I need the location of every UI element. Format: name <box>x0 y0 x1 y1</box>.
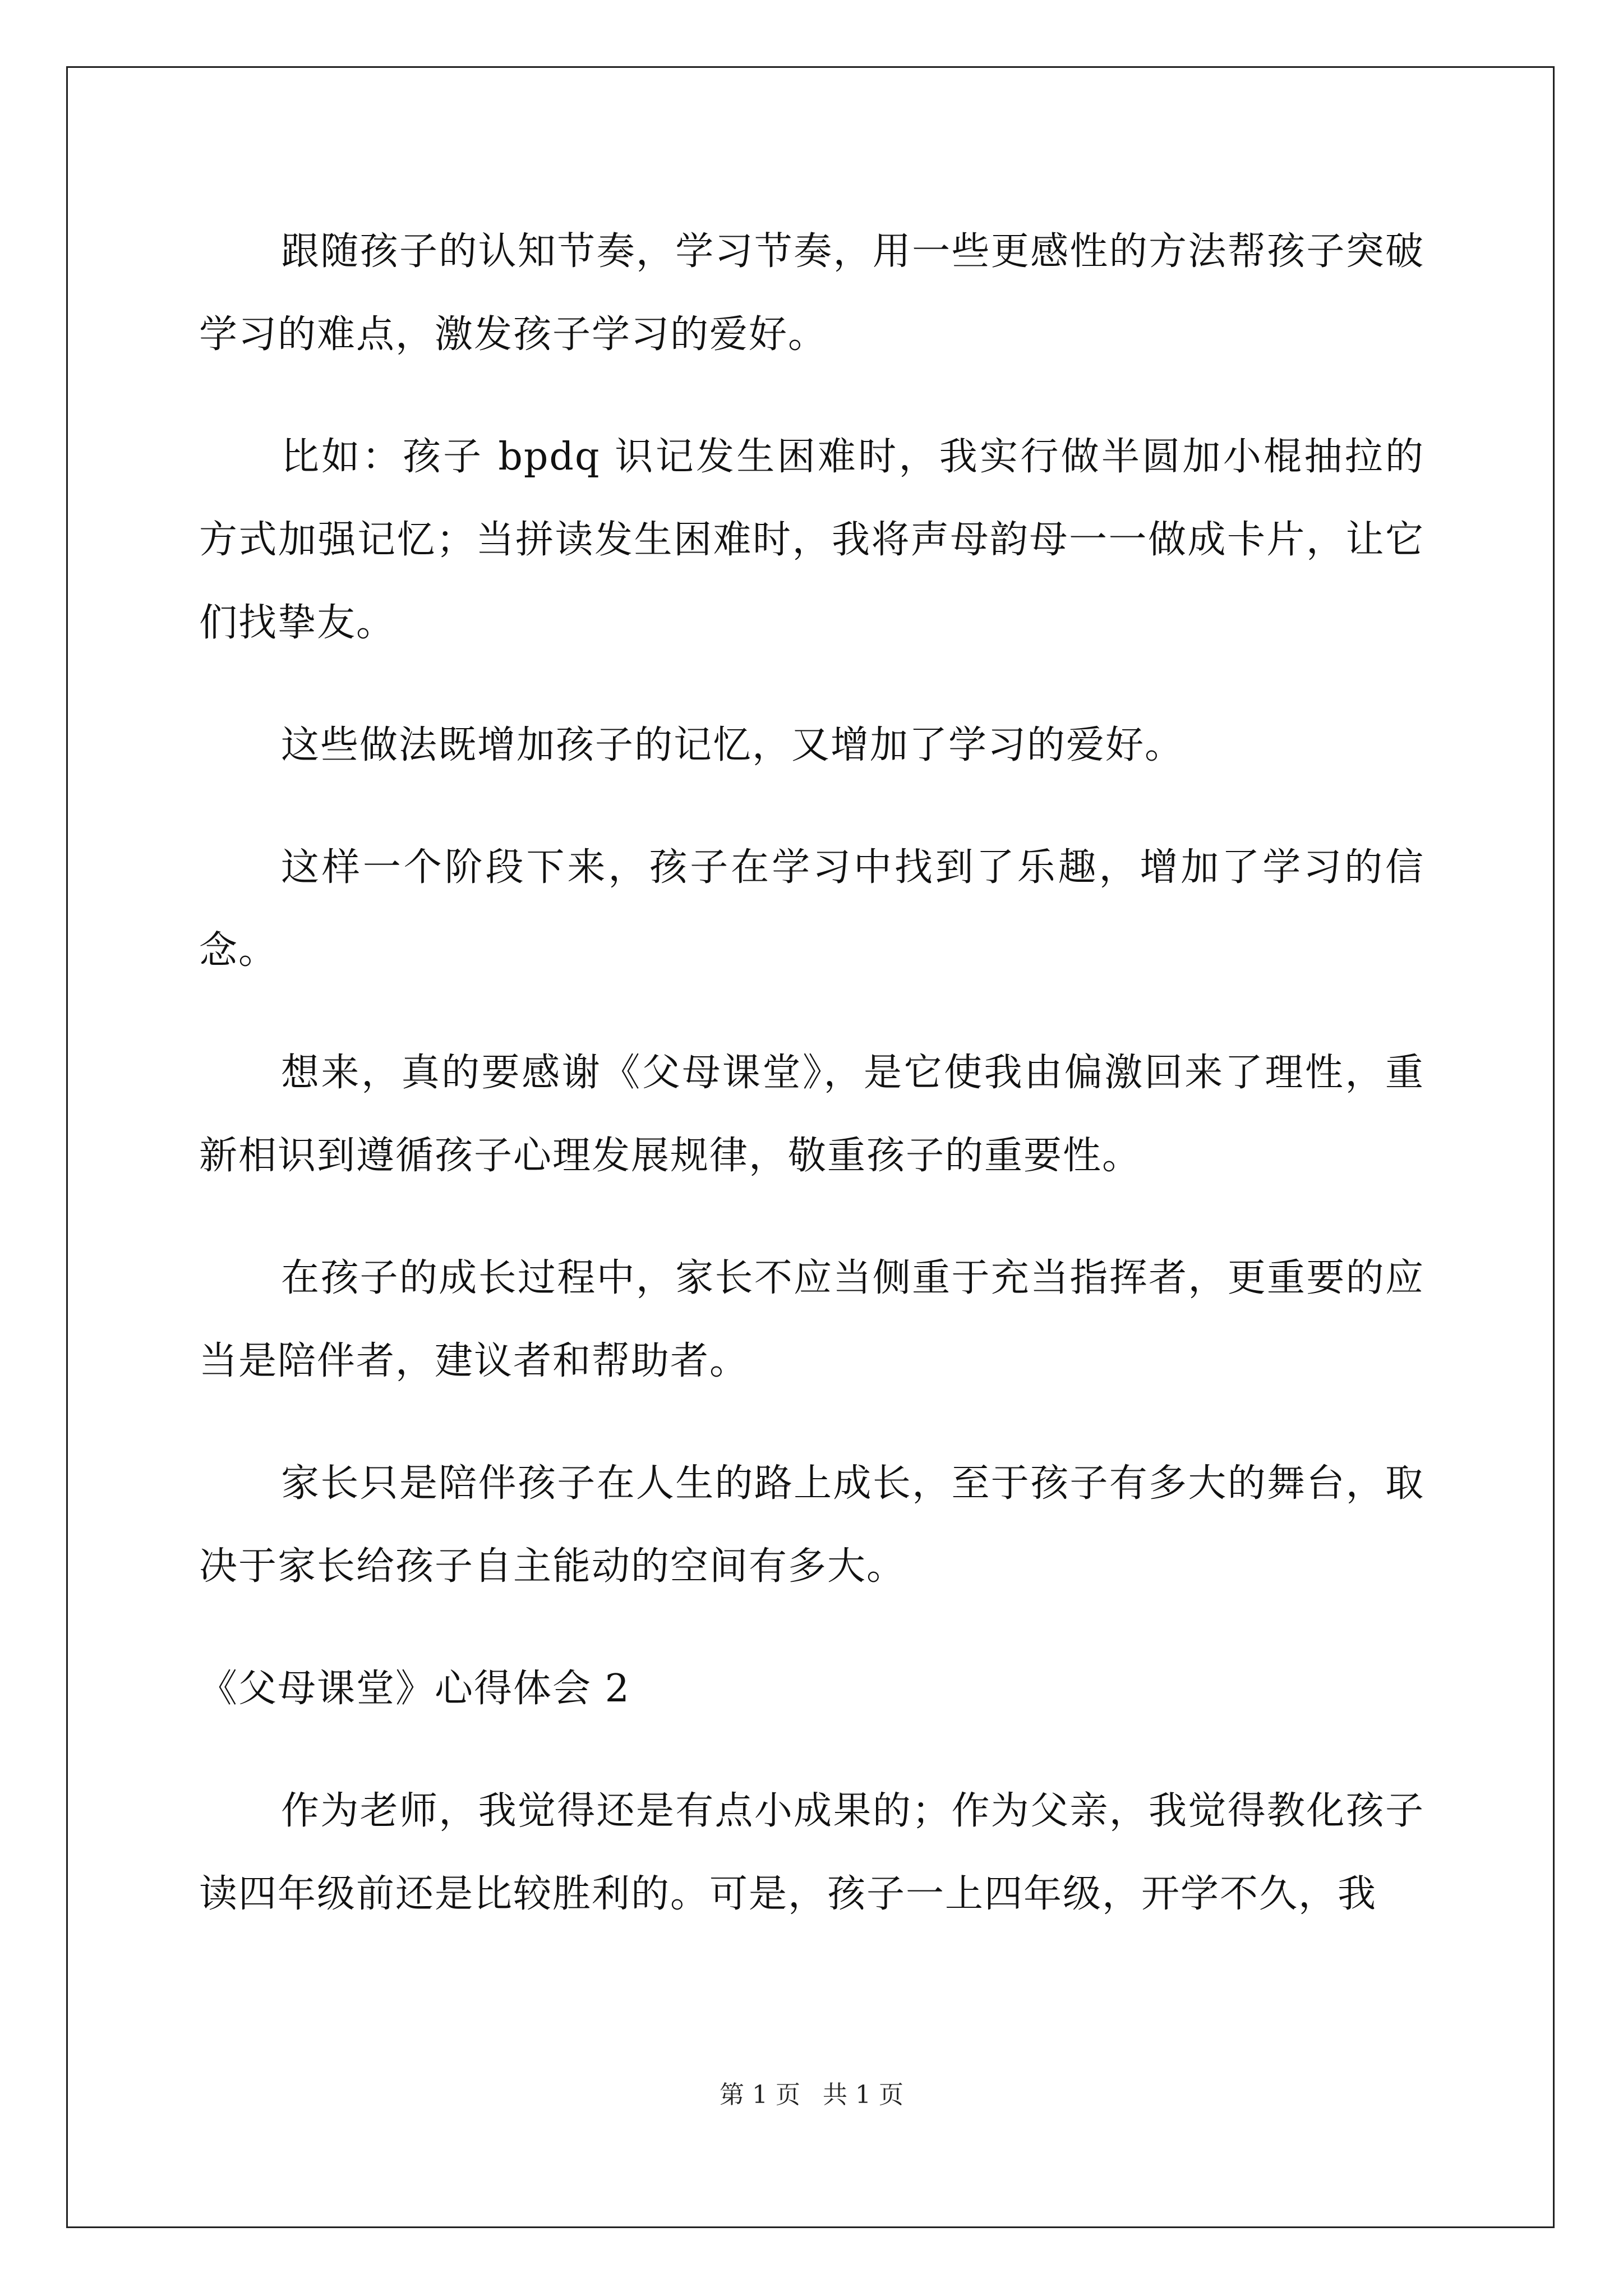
page-number: 第 1 页 <box>720 2081 800 2109</box>
page-total: 共 1 页 <box>823 2081 903 2109</box>
page-footer <box>0 2078 1623 2112</box>
section-title: 《父母课堂》心得体会 2 <box>199 1667 630 1711</box>
paragraph: 这样一个阶段下来，孩子在学习中找到了乐趣，增加了学习的信念。 <box>199 845 1424 973</box>
paragraph: 作为老师，我觉得还是有点小成果的；作为父亲，我觉得教化孩子读四年级前还是比较胜利的。可是，孩子一上四年级，开学不久，我 <box>199 1789 1424 1916</box>
paragraph: 想来，真的要感谢《父母课堂》，是它使我由偏激回来了理性，重新相识到遵循孩子心理发展规律，敬重孩子的重要性。 <box>199 1051 1424 1178</box>
document-body <box>199 210 1424 1975</box>
paragraph: 这些做法既增加孩子的记忆，又增加了学习的爱好。 <box>281 723 1184 767</box>
paragraph: 跟随孩子的认知节奏，学习节奏，用一些更感性的方法帮孩子突破学习的难点，激发孩子学习的爱好。 <box>199 229 1424 357</box>
paragraph: 家长只是陪伴孩子在人生的路上成长，至于孩子有多大的舞台，取决于家长给孩子自主能动的空间有多大。 <box>199 1461 1424 1589</box>
paragraph: 比如：孩子 bpdq 识记发生困难时，我实行做半圆加小棍抽拉的方式加强记忆；当拼读发生困难时，我将声母韵母一一做成卡片，让它们找挚友。 <box>199 435 1424 645</box>
paragraph: 在孩子的成长过程中，家长不应当侧重于充当指挥者，更重要的应当是陪伴者，建议者和帮助者。 <box>199 1256 1424 1383</box>
